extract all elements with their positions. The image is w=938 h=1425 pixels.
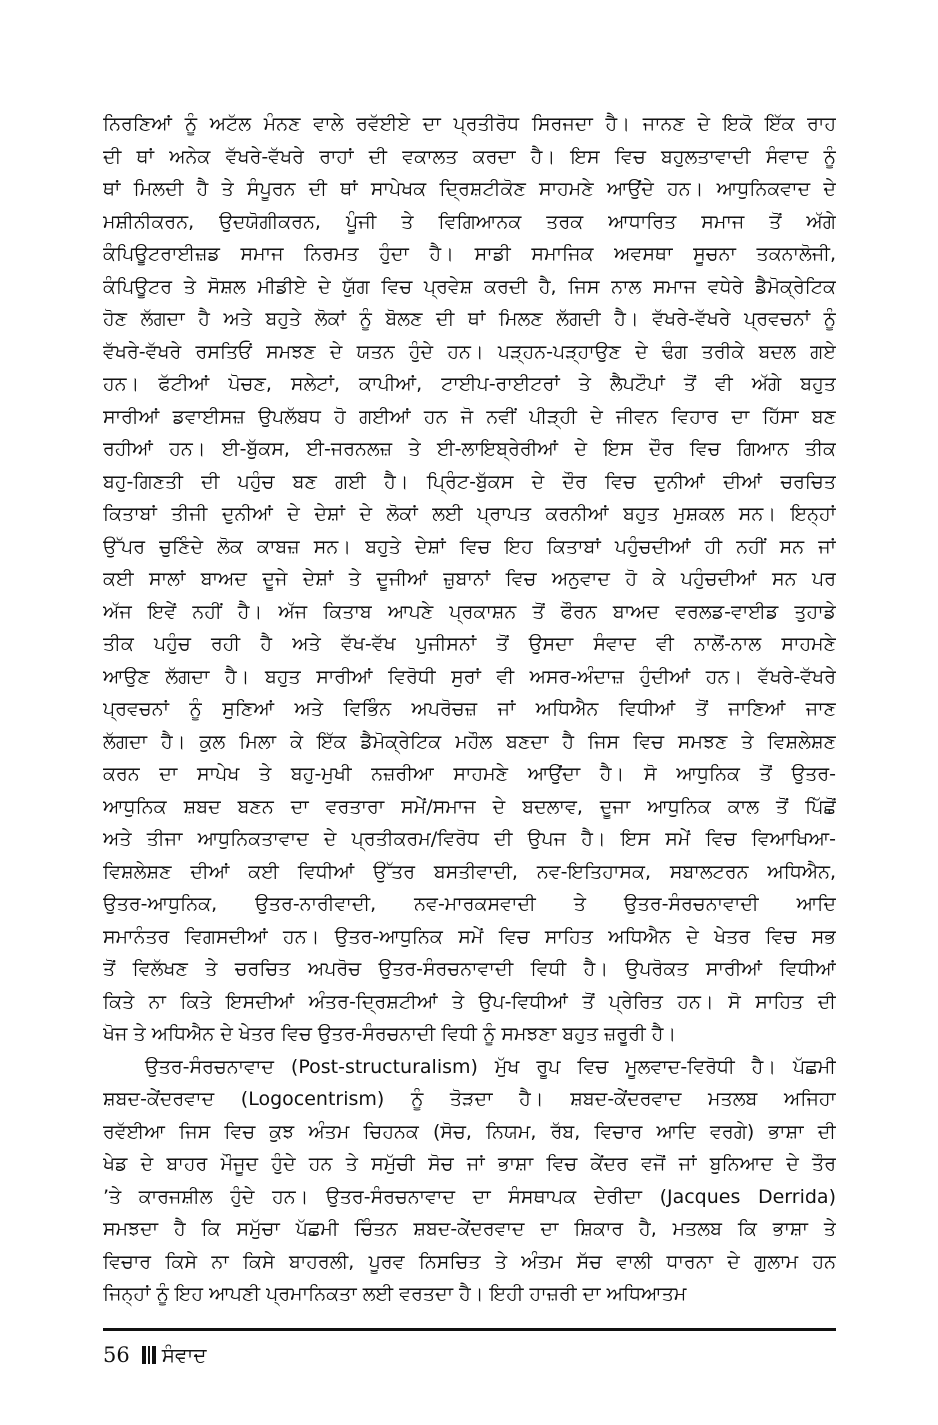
text-line: ਮਸ਼ੀਨੀਕਰਨ, ਉਦਯੋਗੀਕਰਨ, ਪੂੰਜੀ ਤੇ ਵਿਗਿਆਨਕ ਤਰਕ ਆਧਾਰਿਤ ਸਮਾਜ ਤੋਂ ਅੱਗੇ [103, 210, 836, 233]
page-number: 56 [103, 1343, 130, 1367]
text-line: ਉੱਪਰ ਚੁਣਿੰਦੇ ਲੋਕ ਕਾਬਜ਼ ਸਨ। ਬਹੁਤੇ ਦੇਸ਼ਾਂ ਵਿਚ ਇਹ ਕਿਤਾਬਾਂ ਪਹੁੰਚਦੀਆਂ ਹੀ ਨਹੀਂ ਸਨ ਜਾਂ [103, 535, 836, 558]
text-line: ਸਾਰੀਆਂ ਡਵਾਈਸਜ਼ ਉਪਲੱਬਧ ਹੋ ਗਈਆਂ ਹਨ ਜੋ ਨਵੀਂ ਪੀੜ੍ਹੀ ਦੇ ਜੀਵਨ ਵਿਹਾਰ ਦਾ ਹਿੱਸਾ ਬਣ [103, 405, 836, 428]
footer-rule [103, 1328, 836, 1331]
text-line: ਸਮਾਨੰਤਰ ਵਿਗਸਦੀਆਂ ਹਨ। ਉਤਰ-ਆਧੁਨਿਕ ਸਮੇਂ ਵਿਚ ਸਾਹਿਤ ਅਧਿਐਨ ਦੇ ਖੇਤਰ ਵਿਚ ਸਭ [103, 925, 836, 948]
text-line: ਕਰਨ ਦਾ ਸਾਪੇਖ ਤੇ ਬਹੁ-ਮੁਖੀ ਨਜ਼ਰੀਆ ਸਾਹਮਣੇ ਆਉਂਦਾ ਹੈ। ਸੋ ਆਧੁਨਿਕ ਤੋਂ ਉਤਰ- [103, 763, 836, 785]
text-line: ਰਹੀਆਂ ਹਨ। ਈ-ਬੁੱਕਸ, ਈ-ਜਰਨਲਜ਼ ਤੇ ਈ-ਲਾਇਬ੍ਰੇਰੀਆਂ ਦੇ ਇਸ ਦੌਰ ਵਿਚ ਗਿਆਨ ਤੀਕ [103, 438, 836, 460]
text-line: ਨਿਰਣਿਆਂ ਨੂੰ ਅਟੱਲ ਮੰਨਣ ਵਾਲੇ ਰਵੱਈਏ ਦਾ ਪ੍ਰਤੀਰੋਧ ਸਿਰਜਦਾ ਹੈ। ਜਾਨਣ ਦੇ ਇਕੋ ਇੱਕ ਰਾਹ [103, 113, 836, 135]
text-line: ਕਿਤੇ ਨਾ ਕਿਤੇ ਇਸਦੀਆਂ ਅੰਤਰ-ਦ੍ਰਿਸ਼ਟੀਆਂ ਤੇ ਉਪ-ਵਿਧੀਆਂ ਤੋਂ ਪ੍ਰੇਰਿਤ ਹਨ। ਸੋ ਸਾਹਿਤ ਦੀ [103, 990, 836, 1013]
journal-name: ਸੰਵਾਦ [161, 1343, 207, 1367]
text-line: ਲੱਗਦਾ ਹੈ। ਕੁਲ ਮਿਲਾ ਕੇ ਇੱਕ ਡੈਮੋਕ੍ਰੇਟਿਕ ਮਹੌਲ ਬਣਦਾ ਹੈ ਜਿਸ ਵਿਚ ਸਮਝਣ ਤੇ ਵਿਸ਼ਲੇਸ਼ਣ [103, 730, 836, 753]
text-line: ਆਉਣ ਲੱਗਦਾ ਹੈ। ਬਹੁਤ ਸਾਰੀਆਂ ਵਿਰੋਧੀ ਸੁਰਾਂ ਵੀ ਅਸਰ-ਅੰਦਾਜ਼ ਹੁੰਦੀਆਂ ਹਨ। ਵੱਖਰੇ-ਵੱਖਰੇ [103, 665, 836, 688]
text-line: ਵੱਖਰੇ-ਵੱਖਰੇ ਰਸਤਿਓਂ ਸਮਝਣ ਦੇ ਯਤਨ ਹੁੰਦੇ ਹਨ। ਪੜ੍ਹਨ-ਪੜ੍ਹਾਉਣ ਦੇ ਢੰਗ ਤਰੀਕੇ ਬਦਲ ਗਏ [103, 340, 836, 363]
text-line: ਉਤਰ-ਆਧੁਨਿਕ, ਉਤਰ-ਨਾਰੀਵਾਦੀ, ਨਵ-ਮਾਰਕਸਵਾਦੀ ਤੇ ਉਤਰ-ਸੰਰਚਨਾਵਾਦੀ ਆਦਿ [103, 893, 836, 915]
text-line: ਦੀ ਥਾਂ ਅਨੇਕ ਵੱਖਰੇ-ਵੱਖਰੇ ਰਾਹਾਂ ਦੀ ਵਕਾਲਤ ਕਰਦਾ ਹੈ। ਇਸ ਵਿਚ ਬਹੁਲਤਾਵਾਦੀ ਸੰਵਾਦ ਨੂੰ [103, 145, 836, 168]
text-line: ਥਾਂ ਮਿਲਦੀ ਹੈ ਤੇ ਸੰਪੂਰਨ ਦੀ ਥਾਂ ਸਾਪੇਖਕ ਦ੍ਰਿਸ਼ਟੀਕੋਣ ਸਾਹਮਣੇ ਆਉਂਦੇ ਹਨ। ਆਧੁਨਿਕਵਾਦ ਦੇ [103, 178, 836, 200]
text-line: ਖੇਡ ਦੇ ਬਾਹਰ ਮੌਜੂਦ ਹੁੰਦੇ ਹਨ ਤੇ ਸਮੁੱਚੀ ਸੋਚ ਜਾਂ ਭਾਸ਼ਾ ਵਿਚ ਕੇਂਦਰ ਵਜੋਂ ਜਾਂ ਬੁਨਿਆਦ ਦੇ ਤੌਰ [103, 1153, 836, 1175]
text-line: ਵਿਸ਼ਲੇਸ਼ਣ ਦੀਆਂ ਕਈ ਵਿਧੀਆਂ ਉੱਤਰ ਬਸਤੀਵਾਦੀ, ਨਵ-ਇਤਿਹਾਸਕ, ਸਬਾਲਟਰਨ ਅਧਿਐਨ, [103, 860, 836, 883]
text-line: ਕੰਪਿਊਟਰ ਤੇ ਸੋਸ਼ਲ ਮੀਡੀਏ ਦੇ ਯੁੱਗ ਵਿਚ ਪ੍ਰਵੇਸ਼ ਕਰਦੀ ਹੈ, ਜਿਸ ਨਾਲ ਸਮਾਜ ਵਧੇਰੇ ਡੈਮੋਕ੍ਰੇਟਿਕ [103, 275, 836, 298]
text-line: ਵਿਚਾਰ ਕਿਸੇ ਨਾ ਕਿਸੇ ਬਾਹਰਲੀ, ਪੂਰਵ ਨਿਸਚਿਤ ਤੇ ਅੰਤਮ ਸੱਚ ਵਾਲੀ ਧਾਰਨਾ ਦੇ ਗੁਲਾਮ ਹਨ [103, 1250, 836, 1273]
text-line: ਤੀਕ ਪਹੁੰਚ ਰਹੀ ਹੈ ਅਤੇ ਵੱਖ-ਵੱਖ ਪੁਜੀਸਨਾਂ ਤੋਂ ਉਸਦਾ ਸੰਵਾਦ ਵੀ ਨਾਲੋਂ-ਨਾਲ ਸਾਹਮਣੇ [103, 633, 836, 655]
text-line: ਉਤਰ-ਸੰਰਚਨਾਵਾਦ (Post-structuralism) ਮੁੱਖ ਰੂਪ ਵਿਚ ਮੂਲਵਾਦ-ਵਿਰੋਧੀ ਹੈ। ਪੱਛਮੀ [145, 1055, 836, 1078]
text-line: ਹਨ। ਫੱਟੀਆਂ ਪੋਚਣ, ਸਲੇਟਾਂ, ਕਾਪੀਆਂ, ਟਾਈਪ-ਰਾਈਟਰਾਂ ਤੇ ਲੈਪਟੌਪਾਂ ਤੋਂ ਵੀ ਅੱਗੇ ਬਹੁਤ [103, 373, 836, 395]
triple-bar-icon [142, 1346, 156, 1364]
text-line: ਕੰਪਿਊਟਰਾਈਜ਼ਡ ਸਮਾਜ ਨਿਰਮਤ ਹੁੰਦਾ ਹੈ। ਸਾਡੀ ਸਮਾਜਿਕ ਅਵਸਥਾ ਸੂਚਨਾ ਤਕਨਾਲੋਜੀ, [103, 243, 836, 265]
body-text [103, 108, 836, 1311]
text-line: ਹੋਣ ਲੱਗਦਾ ਹੈ ਅਤੇ ਬਹੁਤੇ ਲੋਕਾਂ ਨੂੰ ਬੋਲਣ ਦੀ ਥਾਂ ਮਿਲਣ ਲੱਗਦੀ ਹੈ। ਵੱਖਰੇ-ਵੱਖਰੇ ਪ੍ਰਵਚਨਾਂ ਨੂੰ [103, 308, 836, 330]
text-line: ਕਿਤਾਬਾਂ ਤੀਜੀ ਦੁਨੀਆਂ ਦੇ ਦੇਸ਼ਾਂ ਦੇ ਲੋਕਾਂ ਲਈ ਪ੍ਰਾਪਤ ਕਰਨੀਆਂ ਬਹੁਤ ਮੁਸ਼ਕਲ ਸਨ। ਇਨ੍ਹਾਂ [103, 503, 836, 525]
text-line: ਤੋਂ ਵਿਲੱਖਣ ਤੇ ਚਰਚਿਤ ਅਪਰੋਚ ਉਤਰ-ਸੰਰਚਨਾਵਾਦੀ ਵਿਧੀ ਹੈ। ਉਪਰੋਕਤ ਸਾਰੀਆਂ ਵਿਧੀਆਂ [103, 958, 836, 980]
text-line: ’ਤੇ ਕਾਰਜਸ਼ੀਲ ਹੁੰਦੇ ਹਨ। ਉਤਰ-ਸੰਰਚਨਾਵਾਦ ਦਾ ਸੰਸਥਾਪਕ ਦੇਰੀਦਾ (Jacques Derrida) [103, 1185, 836, 1208]
text-line: ਰਵੱਈਆ ਜਿਸ ਵਿਚ ਕੁਝ ਅੰਤਮ ਚਿਹਨਕ (ਸੋਚ, ਨਿਯਮ, ਰੱਬ, ਵਿਚਾਰ ਆਦਿ ਵਰਗੇ) ਭਾਸ਼ਾ ਦੀ [103, 1120, 836, 1143]
page-footer [103, 1340, 207, 1370]
text-line: ਖੋਜ ਤੇ ਅਧਿਐਨ ਦੇ ਖੇਤਰ ਵਿਚ ਉਤਰ-ਸੰਰਚਨਾਦੀ ਵਿਧੀ ਨੂੰ ਸਮਝਣਾ ਬਹੁਤ ਜ਼ਰੂਰੀ ਹੈ। [103, 1023, 677, 1045]
text-line: ਅੱਜ ਇਵੇਂ ਨਹੀਂ ਹੈ। ਅੱਜ ਕਿਤਾਬ ਆਪਣੇ ਪ੍ਰਕਾਸ਼ਨ ਤੋਂ ਫੌਰਨ ਬਾਅਦ ਵਰਲਡ-ਵਾਈਡ ਤੁਹਾਡੇ [103, 600, 836, 623]
text-line: ਪ੍ਰਵਚਨਾਂ ਨੂੰ ਸੁਣਿਆਂ ਅਤੇ ਵਿਭਿੰਨ ਅਪਰੋਚਜ਼ ਜਾਂ ਅਧਿਐਨ ਵਿਧੀਆਂ ਤੋਂ ਜਾਣਿਆਂ ਜਾਣ [103, 698, 836, 720]
text-line: ਜਿਨ੍ਹਾਂ ਨੂੰ ਇਹ ਆਪਣੀ ਪ੍ਰਮਾਨਿਕਤਾ ਲਈ ਵਰਤਦਾ ਹੈ। ਇਹੀ ਹਾਜ਼ਰੀ ਦਾ ਅਧਿਆਤਮ [103, 1283, 687, 1305]
text-line: ਆਧੁਨਿਕ ਸ਼ਬਦ ਬਣਨ ਦਾ ਵਰਤਾਰਾ ਸਮੇਂ/ਸਮਾਜ ਦੇ ਬਦਲਾਵ, ਦੂਜਾ ਆਧੁਨਿਕ ਕਾਲ ਤੋਂ ਪਿੱਛੋਂ [103, 795, 836, 818]
text-line: ਬਹੁ-ਗਿਣਤੀ ਦੀ ਪਹੁੰਚ ਬਣ ਗਈ ਹੈ। ਪ੍ਰਿੰਟ-ਬੁੱਕਸ ਦੇ ਦੌਰ ਵਿਚ ਦੁਨੀਆਂ ਦੀਆਂ ਚਰਚਿਤ [103, 470, 836, 493]
text-line: ਅਤੇ ਤੀਜਾ ਆਧੁਨਿਕਤਾਵਾਦ ਦੇ ਪ੍ਰਤੀਕਰਮ/ਵਿਰੋਧ ਦੀ ਉਪਜ ਹੈ। ਇਸ ਸਮੇਂ ਵਿਚ ਵਿਆਖਿਆ- [103, 828, 836, 850]
text-line: ਕਈ ਸਾਲਾਂ ਬਾਅਦ ਦੂਜੇ ਦੇਸ਼ਾਂ ਤੇ ਦੂਜੀਆਂ ਜ਼ੁਬਾਨਾਂ ਵਿਚ ਅਨੁਵਾਦ ਹੋ ਕੇ ਪਹੁੰਚਦੀਆਂ ਸਨ ਪਰ [103, 568, 836, 590]
text-line: ਸ਼ਬਦ-ਕੇਂਦਰਵਾਦ (Logocentrism) ਨੂੰ ਤੋੜਦਾ ਹੈ। ਸ਼ਬਦ-ਕੇਂਦਰਵਾਦ ਮਤਲਬ ਅਜਿਹਾ [103, 1088, 836, 1110]
text-line: ਸਮਝਦਾ ਹੈ ਕਿ ਸਮੁੱਚਾ ਪੱਛਮੀ ਚਿੰਤਨ ਸ਼ਬਦ-ਕੇਂਦਰਵਾਦ ਦਾ ਸ਼ਿਕਾਰ ਹੈ, ਮਤਲਬ ਕਿ ਭਾਸ਼ਾ ਤੇ [103, 1218, 836, 1240]
